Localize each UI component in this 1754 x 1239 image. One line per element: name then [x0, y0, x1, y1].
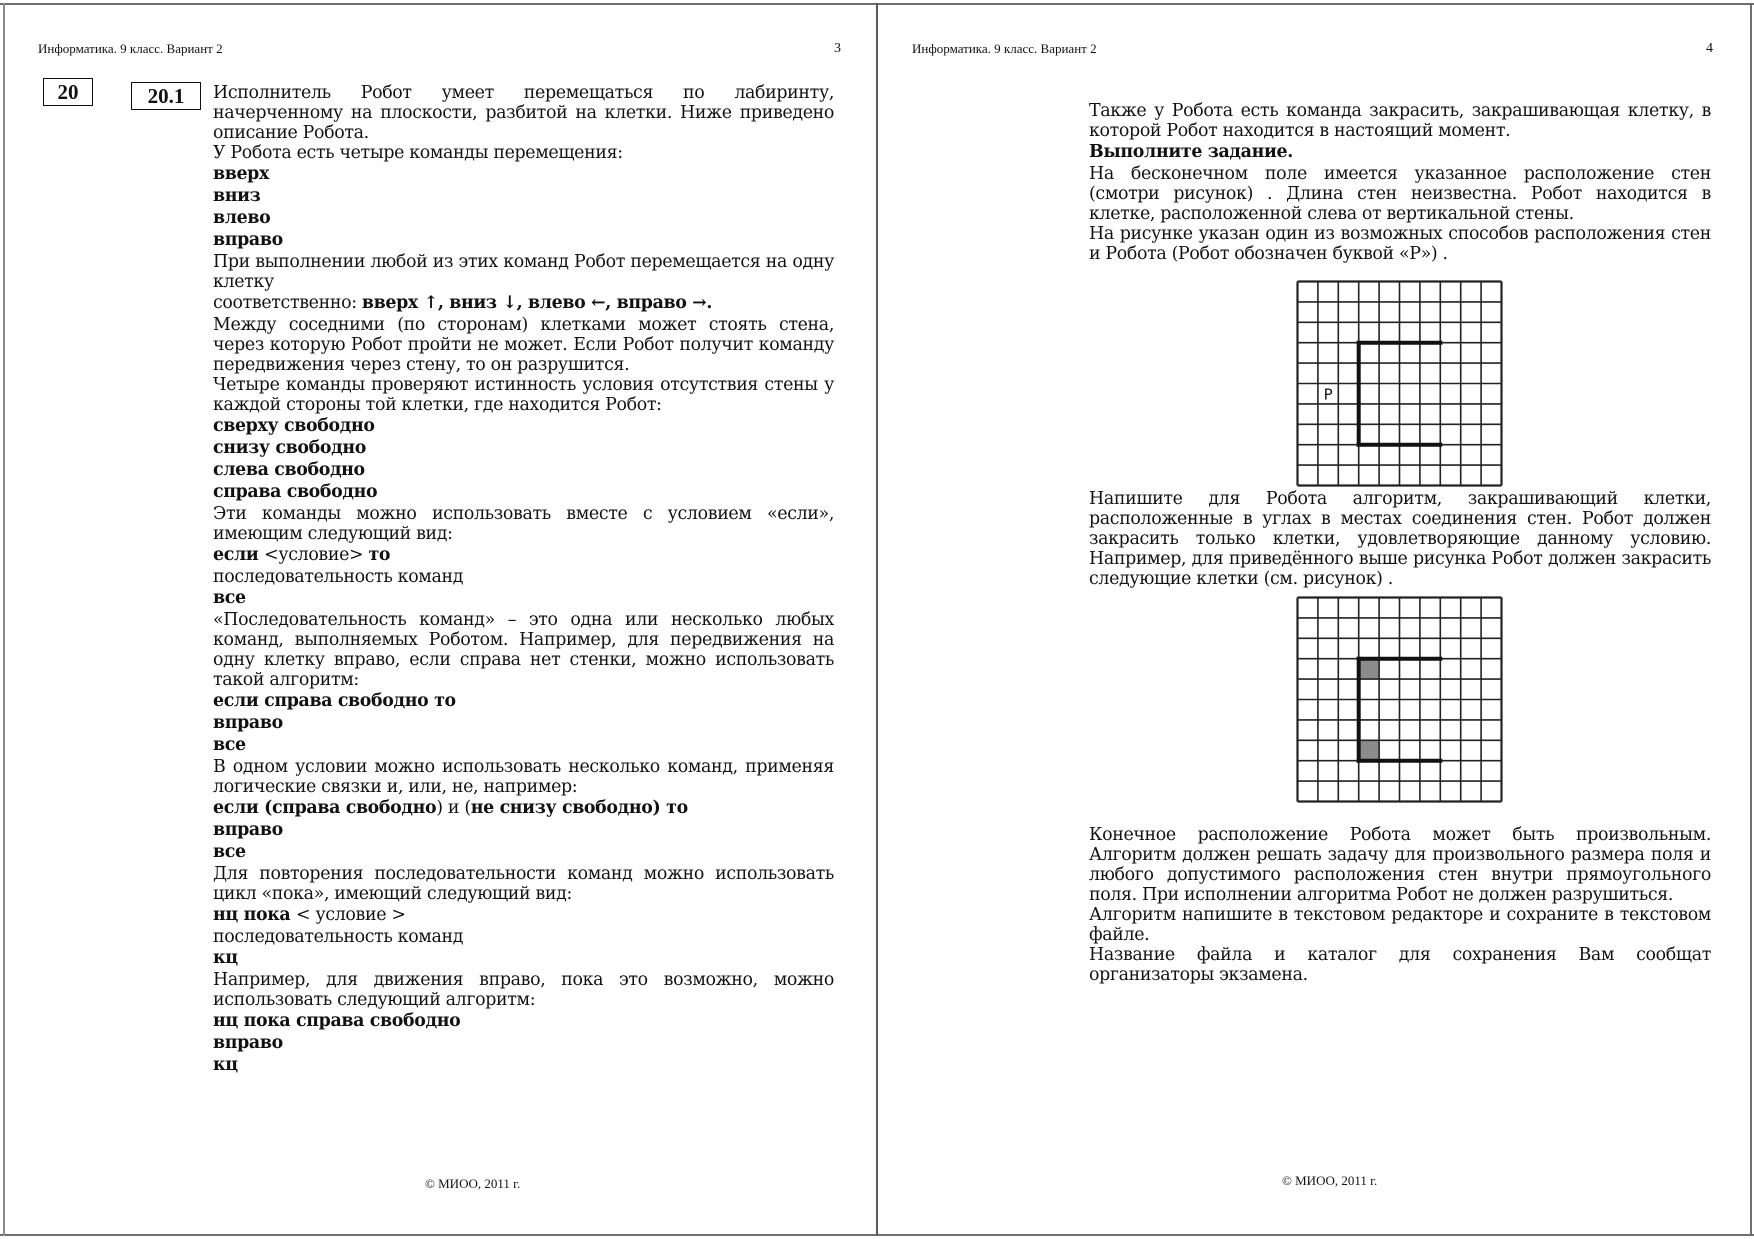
page-3	[0, 0, 876, 1239]
subtask-number-box: 20.1	[131, 82, 201, 110]
paragraph: На бесконечном поле имеется указанное расположение стен (смотри рисунок) . Длина стен неизвестна. Робот находится в клетке, расположенной слева от вертикальной стены.	[1089, 164, 1711, 224]
paragraph: Эти команды можно использовать вместе с условием «если», имеющим следующий вид:	[213, 504, 834, 544]
copyright-footer: © МИОО, 2011 г.	[1282, 1173, 1378, 1188]
command-line: все	[213, 842, 246, 862]
code-line	[213, 545, 834, 566]
paragraph: Для повторения последовательности команд можно использовать цикл «пока», имеющий следующий вид:	[213, 864, 834, 904]
robot-field-figure-1	[1296, 280, 1504, 487]
code-line	[213, 798, 834, 819]
paragraph: На рисунке указан один из возможных способов расположения стен и Робота (Робот обозначен буквой «Р») .	[1089, 224, 1711, 264]
plain-text: ) и (	[436, 798, 471, 818]
keyword: если (справа свободно	[213, 798, 437, 818]
running-head: Информатика. 9 класс. Вариант 2	[912, 41, 1097, 56]
command-line: справа свободно	[213, 482, 378, 502]
shaded-cell	[1359, 659, 1379, 679]
command-line: нц пока справа свободно	[213, 1011, 461, 1031]
paragraph: Четыре команды проверяют истинность условия отсутствия стены у каждой стороны той клетки, где находится Робот:	[213, 375, 834, 415]
paragraph: У Робота есть четыре команды перемещения:	[213, 143, 623, 163]
task-text-bottom	[1089, 825, 1711, 985]
robot-field-figure-2	[1296, 596, 1504, 803]
plain-text: <условие>	[264, 545, 369, 565]
task-text-middle	[1089, 489, 1711, 589]
robot-marker: Р	[1323, 385, 1333, 404]
command-line: вверх	[213, 164, 270, 184]
keyword: если	[213, 545, 265, 565]
paragraph: «Последовательность команд» – это одна или несколько любых команд, выполняемых Роботом. Например, для передвижения на одну клетку вправо, если справа нет стенки, можно использовать такой алгоритм:	[213, 610, 834, 690]
page-number: 4	[1706, 41, 1713, 56]
command-line: снизу свободно	[213, 438, 366, 458]
command-line: кц	[213, 1055, 238, 1075]
page-edge-right	[1750, 3, 1752, 1236]
paragraph: При выполнении любой из этих команд Робот перемещается на одну клетку	[213, 252, 834, 292]
command-line: сверху свободно	[213, 416, 375, 436]
code-line	[213, 293, 834, 314]
command-line: все	[213, 588, 246, 608]
task-text-top	[1089, 101, 1711, 264]
paragraph: Также у Робота есть команда закрасить, закрашивающая клетку, в которой Робот находится в настоящий момент.	[1089, 101, 1711, 141]
paragraph: Исполнитель Робот умеет перемещаться по лабиринту, начерченному на плоскости, разбитой на клетки. Ниже приведено описание Робота.	[213, 83, 834, 143]
plain-text: < условие >	[296, 905, 406, 925]
page-number: 3	[834, 41, 841, 56]
paragraph: Например, для движения вправо, пока это возможно, можно использовать следующий алгоритм:	[213, 970, 834, 1010]
keyword: не снизу свободно) то	[470, 798, 688, 818]
page-4	[878, 0, 1750, 1239]
command-line: вправо	[213, 820, 283, 840]
keyword: нц пока	[213, 905, 297, 925]
paragraph: Напишите для Робота алгоритм, закрашивающий клетки, расположенные в углах в местах соединения стен. Робот должен закрасить только клетки, удовлетворяющие данному условию. Например, для приведённого выше рисунка Робот должен закрасить следующие клетки (см. рисунок) .	[1089, 489, 1711, 589]
paragraph: Конечное расположение Робота может быть произвольным. Алгоритм должен решать задачу для произвольного размера поля и любого допустимого расположения стен внутри прямоугольного поля. При исполнении алгоритма Робот не должен разрушиться.	[1089, 825, 1711, 905]
task-text	[213, 83, 834, 1077]
copyright-footer: © МИОО, 2011 г.	[425, 1176, 521, 1191]
keyword: то	[368, 545, 391, 565]
command-line: кц	[213, 948, 238, 968]
paragraph: последовательность команд	[213, 927, 464, 947]
paragraph: В одном условии можно использовать несколько команд, применяя логические связки и, или, не, например:	[213, 757, 834, 797]
plain-text: соответственно:	[213, 293, 362, 313]
paragraph: последовательность команд	[213, 567, 464, 587]
command-line: все	[213, 735, 246, 755]
paragraph: Название файла и каталог для сохранения Вам сообщат организаторы экзамена.	[1089, 945, 1711, 985]
shaded-cell	[1359, 740, 1379, 760]
command-line: вниз	[213, 186, 261, 206]
task-number-box: 20	[43, 78, 93, 106]
command-line: Выполните задание.	[1089, 142, 1293, 162]
command-line: если справа свободно то	[213, 691, 456, 711]
command-line: вправо	[213, 713, 283, 733]
code-line	[213, 905, 834, 926]
paragraph: Алгоритм напишите в текстовом редакторе и сохраните в текстовом файле.	[1089, 905, 1711, 945]
running-head: Информатика. 9 класс. Вариант 2	[38, 41, 223, 56]
paragraph: Между соседними (по сторонам) клетками может стоять стена, через которую Робот пройти не может. Если Робот получит команду передвижения через стену, то он разрушится.	[213, 315, 834, 375]
command-line: вправо	[213, 230, 283, 250]
keyword: вверх ↑, вниз ↓, влево ←, вправо →.	[361, 293, 713, 313]
command-line: влево	[213, 208, 271, 228]
command-line: вправо	[213, 1033, 283, 1053]
command-line: слева свободно	[213, 460, 365, 480]
